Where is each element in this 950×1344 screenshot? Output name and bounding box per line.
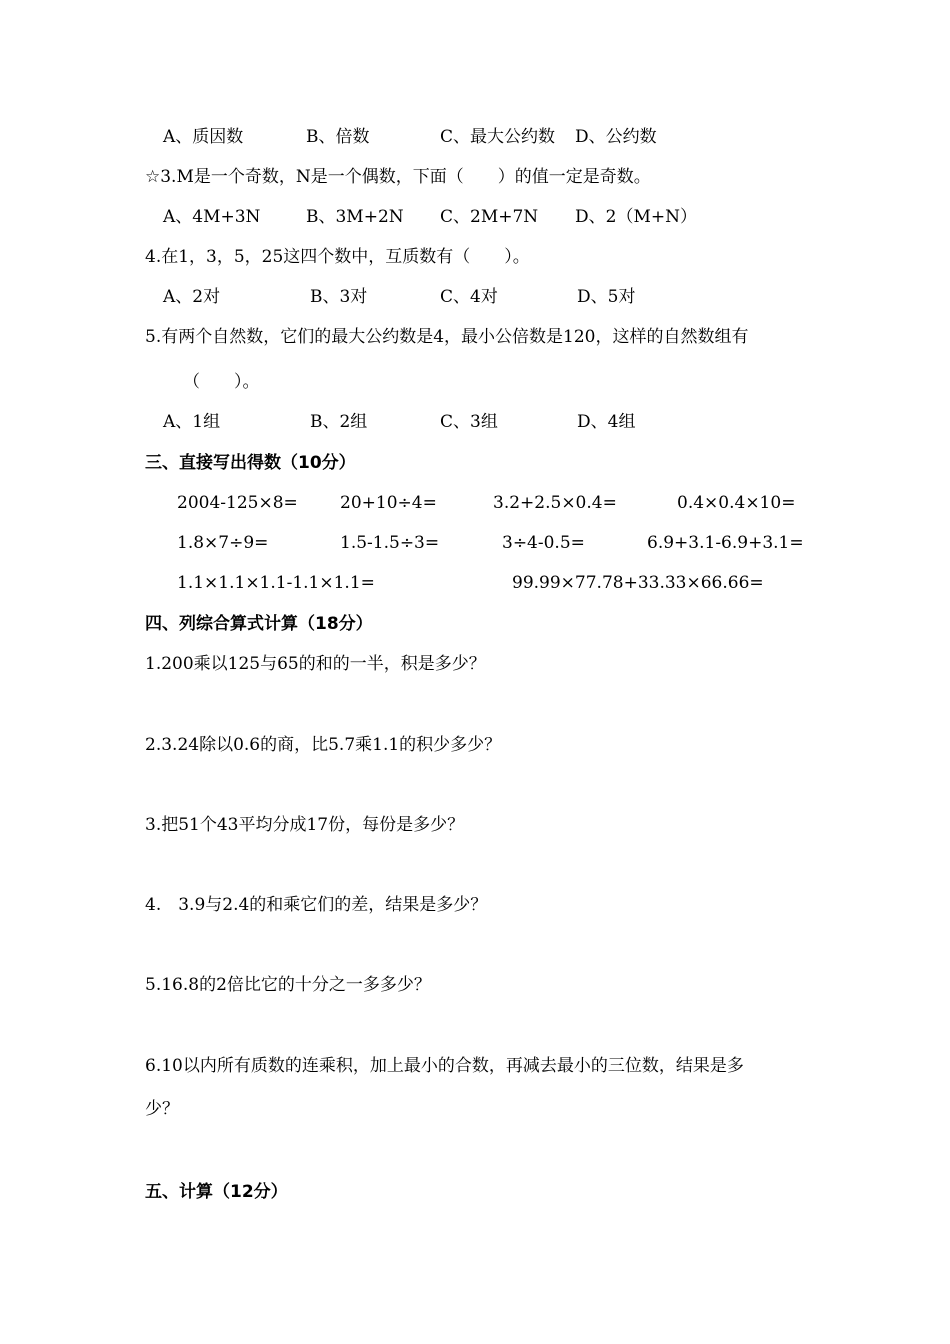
q4-option-a: A、2对: [163, 287, 221, 307]
q3-option-b: B、3M+2N: [306, 207, 404, 227]
q4-option-d: D、5对: [577, 287, 636, 307]
word-problem-continued: 少？: [145, 1099, 179, 1119]
section3-title: 三、直接写出得数（10分）: [145, 453, 356, 473]
word-problem: 6.10以内所有质数的连乘积，加上最小的合数，再减去最小的三位数，结果是多: [145, 1056, 744, 1076]
section4-title: 四、列综合算式计算（18分）: [145, 614, 373, 634]
word-problem: 4. 3.9与2.4的和乘它们的差，结果是多少？: [145, 895, 488, 915]
q4-text: 4.在1，3，5，25这四个数中，互质数有（ ）。: [145, 247, 530, 267]
q3-option-a: A、4M+3N: [163, 207, 261, 227]
q3-option-d: D、2（M+N）: [575, 207, 697, 227]
calc-item: 99.99×77.78+33.33×66.66=: [512, 573, 764, 593]
word-problem: 3.把51个43平均分成17份，每份是多少？: [145, 815, 465, 835]
calc-item: 3÷4-0.5=: [502, 533, 585, 553]
q4-option-c: C、4对: [440, 287, 498, 307]
calc-item: 6.9+3.1-6.9+3.1=: [647, 533, 804, 553]
calc-item: 1.1×1.1×1.1-1.1×1.1=: [177, 573, 375, 593]
calc-item: 1.5-1.5÷3=: [340, 533, 440, 553]
q2-option-c: C、最大公约数: [440, 127, 556, 147]
word-problem: 2.3.24除以0.6的商，比5.7乘1.1的积少多少？: [145, 735, 502, 755]
q3-option-c: C、2M+7N: [440, 207, 539, 227]
word-problem: 5.16.8的2倍比它的十分之一多多少？: [145, 975, 431, 995]
calc-item: 2004-125×8=: [177, 493, 298, 513]
calc-item: 1.8×7÷9=: [177, 533, 269, 553]
q2-option-b: B、倍数: [306, 127, 370, 147]
calc-item: 0.4×0.4×10=: [677, 493, 796, 513]
q2-option-d: D、公约数: [575, 127, 657, 147]
q5-blank: （ ）。: [183, 372, 260, 392]
q3-text: ☆3.M是一个奇数，N是一个偶数，下面（ ）的值一定是奇数。: [145, 167, 651, 187]
q5-option-c: C、3组: [440, 412, 498, 432]
word-problem: 1.200乘以125与65的和的一半，积是多少？: [145, 654, 486, 674]
section5-title: 五、计算（12分）: [145, 1182, 288, 1202]
q5-option-b: B、2组: [310, 412, 368, 432]
q5-option-a: A、1组: [163, 412, 221, 432]
q4-option-b: B、3对: [310, 287, 368, 307]
q2-option-a: A、质因数: [163, 127, 244, 147]
q5-text: 5.有两个自然数，它们的最大公约数是4，最小公倍数是120，这样的自然数组有: [145, 327, 749, 347]
calc-item: 20+10÷4=: [340, 493, 437, 513]
q5-option-d: D、4组: [577, 412, 636, 432]
calc-item: 3.2+2.5×0.4=: [493, 493, 617, 513]
